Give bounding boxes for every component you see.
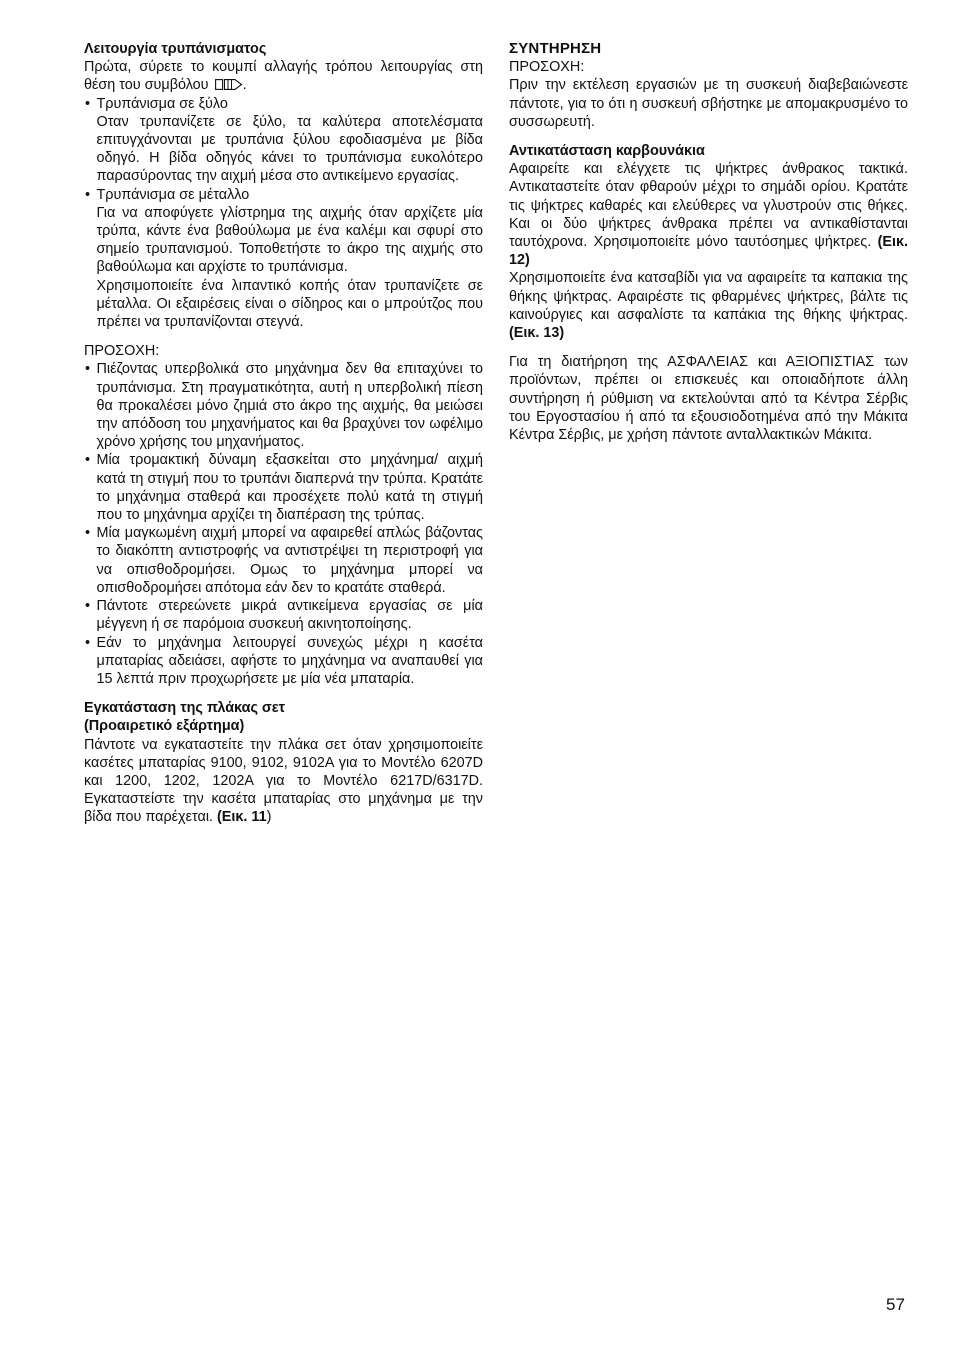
caution-item: • Μία τρομακτική δύναμη εξασκείται στο μηχάνημα/ αιχμή κατά τη στιγμή που το τρυπάνι διαπερνά την τρύπα. Κρατάτε το μηχάνημα σταθερά και προσέχετε πολύ κατά τη στιγμή που το μηχάνημα αρχίζει τη διαπέραση της τρύπας. xyxy=(84,451,483,524)
right-column xyxy=(509,40,908,444)
service-text: Για τη διατήρηση της ΑΣΦΑΛΕΙΑΣ και ΑΞΙΟΠΙΣΤΙΑΣ των προϊόντων, πρέπει οι επισκευές και οποιαδήποτε άλλη συντήρηση ή ρύθμιση να εκτελούνται από τα Κέντρα Σέρβις του Εργοστασίου ή από τα εξουσιοδοτημένα από την Μάκιτα Κέντρα Σέρβις, με χρήση πάντοτε ανταλλακτικών Μάκιτα. xyxy=(509,354,908,444)
caution-item: • Πάντοτε στερεώνετε μικρά αντικείμενα εργασίας σε μία μέγγενη ή σε παρόμοια συσκευή ακινητοποίησης. xyxy=(84,597,483,633)
metal-bullet: • Τρυπάνισμα σε μέταλλο xyxy=(84,186,483,204)
metal-text-2: Χρησιμοποιείτε ένα λιπαντικό κοπής όταν τρυπανίζετε σε μέταλλα. Οι εξαιρέσεις είναι ο σίδηρος και ο μπρούτζος που πρέπει να τρυπανίζονται στεγνά. xyxy=(96,277,483,331)
drilling-methods-list xyxy=(84,95,483,113)
maintenance-caution-text: Πριν την εκτέλεση εργασιών με τη συσκευή διαβεβαιώνεστε πάντοτε, για το ότι η συσκευή σβήστηκε με απομακρυσμένο το συσσωρευτή. xyxy=(509,77,908,130)
brushes-text-2 xyxy=(509,269,908,342)
drill-mode-symbol-icon xyxy=(215,79,243,90)
drilling-intro-text: Πρώτα, σύρετε το κουμπί αλλαγής τρόπου λειτουργίας στη θέση του συμβόλου xyxy=(84,59,483,94)
fig-12-ref: (Εικ. 12) xyxy=(509,234,909,269)
plate-text-body: Πάντοτε να εγκαταστείτε την πλάκα σετ όταν χρησιμοποιείτε κασέτες μπαταρίας 9100, 9102, 9102A για το Μοντέλο 6207D και 1200, 1202, 1202A για το Μοντέλο 6217D/6317D. Εγκαταστείστε την κασέτα μπαταρίας στο μηχάνημα με την βίδα που παρέχεται. xyxy=(84,736,483,826)
left-column xyxy=(84,40,483,827)
caution-label: ΠΡΟΣΟΧΗ: xyxy=(84,343,160,360)
plate-title-1: Εγκατάσταση της πλάκας σετ xyxy=(84,700,286,717)
fig-11-ref: (Εικ. 11 xyxy=(217,809,267,826)
maintenance-title: ΣΥΝΤΗΡΗΣΗ xyxy=(509,40,602,57)
plate-title-2: (Προαιρετικό εξάρτημα) xyxy=(84,718,245,735)
drilling-intro xyxy=(84,58,483,94)
brushes-text-1-body: Αφαιρείτε και ελέγχετε τις ψήκτρες άνθρακος τακτικά. Αντικαταστείτε όταν φθαρούν μέχρι το σημάδι ορίου. Κρατάτε τις ψήκτρες καθαρές και ελεύθερες να γλυστρούν στις θήκες. Και οι δύο ψήκτρες άνθρακα πρέπει να αντικαθίστανται ταυτόχρονα. Χρησιμοποιείτε μόνο ταυτόσημες ψήκτρες. xyxy=(509,161,908,251)
plate-text xyxy=(84,736,483,827)
caution-list xyxy=(84,360,483,688)
fig-13-ref: (Εικ. 13) xyxy=(509,325,565,342)
brushes-text-1 xyxy=(509,160,908,269)
brushes-text-2-body: Χρησιμοποιείτε ένα κατσαβίδι για να αφαιρείτε τα καπακια της θήκης ψήκτρας. Αφαιρέστε τις φθαρμένες ψήκτρες, βάλτε τις καινούργιες και ασφαλίστε τα καπάκια της θήκης ψήκτρας. xyxy=(509,270,908,323)
caution-item: • Μία μαγκωμένη αιχμή μπορεί να αφαιρεθεί απλώς βάζοντας το διακόπτη αντιστροφής να αντιστρέψει τη περιστροφή για να οπισθοδρομήσει. Ομως το μηχάνημα μπορεί να οπισθοδρομήσει απότομα εάν δεν το κρατάτε σταθερά. xyxy=(84,524,483,597)
drilling-intro-end: . xyxy=(242,77,247,94)
drilling-title: Λειτουργία τρυπάνισματος xyxy=(84,41,267,57)
metal-text-1: Για να αποφύγετε γλίστρημα της αιχμής όταν αρχίζετε μία τρύπα, κάντε ένα βαθούλωμα με ένα καλέμι και σφυρί στο σημείο τρυπανισμού. Τοποθετήστε το άκρο της αιχμής στο βαθούλωμα και αρχίστε το τρυπάνισμα. xyxy=(96,204,483,276)
caution-item: • Πιέζοντας υπερβολικά στο μηχάνημα δεν θα επιταχύνει το τρυπάνισμα. Στη πραγματικότητα, αυτή η υπερβολική πίεση θα προκαλέσει μόνο ζημιά στο άκρο της αιχμής, θα μειώσει την απόδοση του μηχανήματος και θα βραχύνει τον ωφέλιμο χρόνο χρήσης του μηχανήματος. xyxy=(84,360,483,451)
maintenance-caution-label: ΠΡΟΣΟΧΗ: xyxy=(509,59,585,76)
fig-11-close: ) xyxy=(266,809,272,826)
drilling-methods-list-2 xyxy=(84,186,483,204)
page-number: 57 xyxy=(886,1295,905,1314)
wood-bullet: • Τρυπάνισμα σε ξύλο xyxy=(84,95,483,113)
caution-item: • Εάν το μηχάνημα λειτουργεί συνεχώς μέχρι η κασέτα μπαταρίας αδειάσει, αφήστε το μηχάνημα να αναπαυθεί για 15 λεπτά πριν προχωρήσετε με μία νέα μπαταρία. xyxy=(84,634,483,689)
brushes-title: Αντικατάσταση καρβουνάκια xyxy=(509,143,705,160)
wood-text: Οταν τρυπανίζετε σε ξύλο, τα καλύτερα αποτελέσματα επιτυγχάνονται με τρυπάνια ξύλου εφοδιασμένα με βίδα οδηγό. Η βίδα οδηγός κάνει το τρυπάνισμα ευκολότερο παρασύροντας την αιχμή μέσα στο αντικείμενο εργασίας. xyxy=(96,113,483,185)
